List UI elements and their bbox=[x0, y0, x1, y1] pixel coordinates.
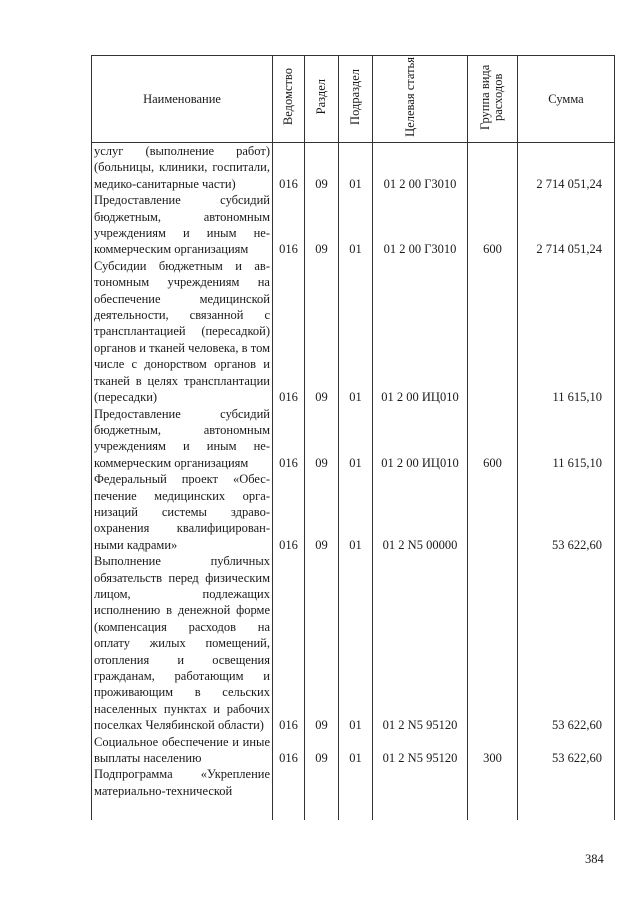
table-header-row bbox=[92, 56, 615, 143]
row-expense-group bbox=[468, 258, 518, 406]
row-name: Федеральный проект «Обеспечение медицинских организаций системы здравоохранения квалифицированными кадрами» bbox=[92, 471, 273, 553]
table-row bbox=[92, 258, 615, 406]
row-subsection: 01 bbox=[339, 258, 373, 406]
header-subsection: Подраздел bbox=[339, 56, 373, 143]
row-section: 09 bbox=[305, 734, 339, 767]
row-expense-group: 600 bbox=[468, 192, 518, 258]
row-name: Подпрограмма «Укрепление материально-технической bbox=[92, 766, 273, 820]
row-expense-group bbox=[468, 471, 518, 553]
row-department bbox=[273, 766, 305, 820]
row-name: Субсидии бюджетным и автономным учреждениям на обеспечение медицинской деятельности, связанной с трансплантацией (пересадкой) органов и тканей человека, в том числе с донорством органов и тканей в целях трансплантации (пересадки) bbox=[92, 258, 273, 406]
header-target-item: Целевая статья bbox=[373, 56, 468, 143]
row-target-item: 01 2 00 Г3010 bbox=[373, 192, 468, 258]
row-target-item: 01 2 N5 95120 bbox=[373, 553, 468, 733]
row-amount: 2 714 051,24 bbox=[518, 192, 615, 258]
row-subsection: 01 bbox=[339, 471, 373, 553]
row-section: 09 bbox=[305, 192, 339, 258]
row-target-item: 01 2 00 ИЦ010 bbox=[373, 258, 468, 406]
row-section: 09 bbox=[305, 143, 339, 193]
header-section: Раздел bbox=[305, 56, 339, 143]
row-name: Предоставление субсидий бюджетным, автономным учреждениям и иным некоммерческим организациям bbox=[92, 192, 273, 258]
table-row bbox=[92, 553, 615, 733]
row-name: Социальное обеспечение и иные выплаты населению bbox=[92, 734, 273, 767]
row-name: услуг (выполнение работ) (больницы, клиники, госпитали, медико-санитарные части) bbox=[92, 143, 273, 193]
row-target-item bbox=[373, 766, 468, 820]
table-row bbox=[92, 143, 615, 193]
row-expense-group: 600 bbox=[468, 406, 518, 472]
row-name: Предоставление субсидий бюджетным, автономным учреждениям и иным некоммерческим организациям bbox=[92, 406, 273, 472]
row-name: Выполнение публичных обязательств перед физическим лицом, подлежащих исполнению в денежной форме (компенсация расходов на оплату жилых помещений, отопления и освещения гражданам, работающим и проживающим в сельских населенных пунктах и рабочих поселках Челябинской области) bbox=[92, 553, 273, 733]
row-section: 09 bbox=[305, 258, 339, 406]
row-amount: 53 622,60 bbox=[518, 471, 615, 553]
page-number: 384 bbox=[585, 852, 604, 866]
row-section: 09 bbox=[305, 471, 339, 553]
row-target-item: 01 2 00 ИЦ010 bbox=[373, 406, 468, 472]
row-expense-group bbox=[468, 766, 518, 820]
row-subsection: 01 bbox=[339, 734, 373, 767]
row-subsection: 01 bbox=[339, 143, 373, 193]
row-target-item: 01 2 N5 95120 bbox=[373, 734, 468, 767]
header-expense-group: Группа вида расходов bbox=[468, 56, 518, 143]
row-expense-group bbox=[468, 553, 518, 733]
row-department: 016 bbox=[273, 258, 305, 406]
row-section: 09 bbox=[305, 406, 339, 472]
row-section: 09 bbox=[305, 553, 339, 733]
row-amount: 2 714 051,24 bbox=[518, 143, 615, 193]
table-row bbox=[92, 471, 615, 553]
header-department: Ведомство bbox=[273, 56, 305, 143]
header-amount: Сумма bbox=[518, 56, 615, 143]
row-department: 016 bbox=[273, 192, 305, 258]
row-target-item: 01 2 00 Г3010 bbox=[373, 143, 468, 193]
table-row bbox=[92, 734, 615, 767]
row-subsection: 01 bbox=[339, 553, 373, 733]
row-department: 016 bbox=[273, 143, 305, 193]
row-subsection: 01 bbox=[339, 406, 373, 472]
header-name: Наименование bbox=[92, 56, 273, 143]
row-amount: 53 622,60 bbox=[518, 553, 615, 733]
row-amount: 11 615,10 bbox=[518, 406, 615, 472]
budget-table bbox=[91, 55, 615, 820]
row-section bbox=[305, 766, 339, 820]
row-target-item: 01 2 N5 00000 bbox=[373, 471, 468, 553]
table-row bbox=[92, 766, 615, 820]
row-department: 016 bbox=[273, 406, 305, 472]
row-department: 016 bbox=[273, 553, 305, 733]
table-row bbox=[92, 192, 615, 258]
row-department: 016 bbox=[273, 734, 305, 767]
row-amount: 11 615,10 bbox=[518, 258, 615, 406]
row-amount: 53 622,60 bbox=[518, 734, 615, 767]
row-department: 016 bbox=[273, 471, 305, 553]
row-expense-group bbox=[468, 143, 518, 193]
row-amount bbox=[518, 766, 615, 820]
row-subsection bbox=[339, 766, 373, 820]
row-subsection: 01 bbox=[339, 192, 373, 258]
table-row bbox=[92, 406, 615, 472]
row-expense-group: 300 bbox=[468, 734, 518, 767]
